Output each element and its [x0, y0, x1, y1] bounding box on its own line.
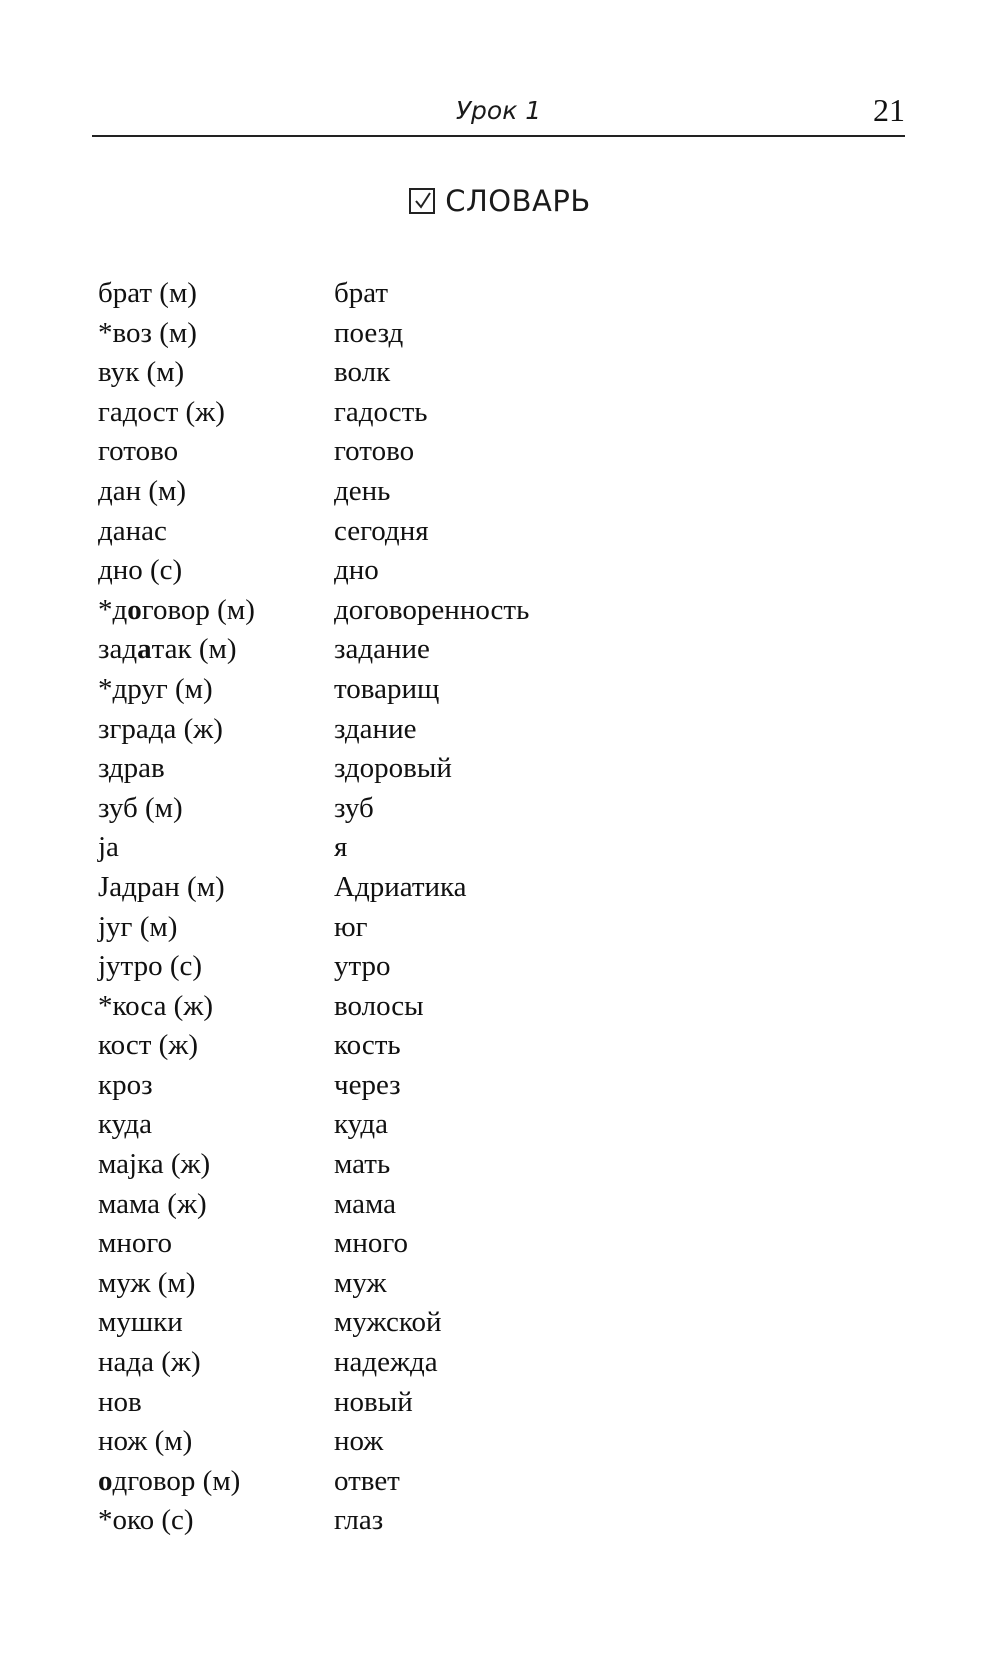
russian-translation: зуб — [334, 791, 374, 824]
term-text: кроз — [98, 1068, 153, 1101]
term-text: дговор (м) — [112, 1464, 241, 1497]
vocab-row — [98, 1105, 798, 1145]
russian-translation: мама — [334, 1187, 397, 1220]
russian-translation: новый — [334, 1385, 413, 1418]
serbian-term — [98, 749, 165, 789]
serbian-term — [98, 591, 255, 631]
russian-translation: глаз — [334, 1504, 384, 1537]
stressed-vowel: о — [98, 1464, 113, 1497]
term-text: дан (м) — [98, 474, 187, 507]
term-text: вук (м) — [98, 356, 185, 389]
term-text: ја — [98, 831, 119, 864]
checkbox-checked-icon — [409, 188, 435, 214]
serbian-term — [98, 1383, 142, 1423]
russian-translation: Адриатика — [334, 870, 467, 903]
russian-translation: волосы — [334, 989, 424, 1022]
vocab-row — [98, 1303, 798, 1343]
russian-translation: день — [334, 474, 391, 507]
russian-translation: мужской — [334, 1306, 442, 1339]
serbian-term — [98, 1264, 195, 1304]
term-text: так (м) — [151, 633, 237, 666]
term-text: зграда (ж) — [98, 712, 223, 745]
vocab-row — [98, 274, 798, 314]
vocab-row — [98, 472, 798, 512]
term-text: здрав — [98, 752, 165, 785]
russian-translation: я — [334, 831, 348, 864]
term-text: нов — [98, 1385, 142, 1418]
vocab-row — [98, 432, 798, 472]
serbian-term — [98, 1303, 183, 1343]
russian-translation: утро — [334, 950, 391, 983]
serbian-term — [98, 1105, 152, 1145]
term-text: *коса (ж) — [98, 989, 214, 1022]
term-text: данас — [98, 514, 167, 547]
serbian-term — [98, 789, 183, 829]
vocab-row — [98, 710, 798, 750]
term-text: мајка (ж) — [98, 1148, 211, 1181]
russian-translation: мать — [334, 1148, 391, 1181]
serbian-term — [98, 1343, 201, 1383]
vocab-row — [98, 828, 798, 868]
term-text: Јадран (м) — [98, 870, 225, 903]
serbian-term — [98, 393, 225, 433]
vocab-row — [98, 987, 798, 1027]
russian-translation: готово — [334, 435, 415, 468]
serbian-term — [98, 987, 213, 1027]
serbian-term — [98, 512, 167, 552]
russian-translation: гадость — [334, 395, 428, 428]
vocab-row — [98, 1343, 798, 1383]
serbian-term — [98, 1501, 194, 1541]
vocab-row — [98, 789, 798, 829]
term-text: југ (м) — [98, 910, 178, 943]
term-text: кост (ж) — [98, 1029, 198, 1062]
serbian-term — [98, 1066, 153, 1106]
stressed-vowel: о — [127, 593, 142, 626]
serbian-term — [98, 1026, 198, 1066]
russian-translation: брат — [334, 277, 389, 309]
russian-translation: здание — [334, 712, 417, 745]
term-text: гадост (ж) — [98, 395, 225, 428]
serbian-term — [98, 274, 197, 314]
vocab-row — [98, 749, 798, 789]
term-text: дно (с) — [98, 554, 183, 587]
vocab-row — [98, 868, 798, 908]
serbian-term — [98, 630, 237, 670]
term-text: *око (с) — [98, 1504, 194, 1537]
vocab-row — [98, 1224, 798, 1264]
russian-translation: задание — [334, 633, 430, 666]
russian-translation: куда — [334, 1108, 388, 1141]
serbian-term — [98, 1145, 210, 1185]
term-text: *д — [98, 593, 128, 626]
vocab-row — [98, 1145, 798, 1185]
term-text: *друг (м) — [98, 672, 213, 705]
serbian-term — [98, 1224, 172, 1264]
vocab-row — [98, 670, 798, 710]
russian-translation: муж — [334, 1266, 387, 1299]
vocab-row — [98, 908, 798, 948]
vocab-row — [98, 1462, 798, 1502]
term-text: зуб (м) — [98, 791, 183, 824]
serbian-term — [98, 353, 184, 393]
russian-translation: дно — [334, 554, 379, 587]
serbian-term — [98, 908, 177, 948]
vocab-row — [98, 1501, 798, 1541]
russian-translation: волк — [334, 356, 391, 389]
russian-translation: через — [334, 1068, 401, 1101]
vocab-row — [98, 1185, 798, 1225]
russian-translation: поезд — [334, 316, 404, 349]
russian-translation: нож — [334, 1425, 384, 1458]
vocab-row — [98, 353, 798, 393]
russian-translation: договоренность — [334, 593, 530, 626]
serbian-term — [98, 1185, 207, 1225]
section-title: СЛОВАРЬ — [445, 184, 591, 218]
vocab-row — [98, 630, 798, 670]
term-text: *воз (м) — [98, 316, 197, 349]
vocab-row — [98, 1264, 798, 1304]
russian-translation: много — [334, 1227, 409, 1260]
vocab-row — [98, 1383, 798, 1423]
running-head — [92, 88, 905, 136]
serbian-term — [98, 1462, 240, 1502]
term-text: зад — [98, 633, 138, 666]
term-text: муж (м) — [98, 1266, 196, 1299]
serbian-term — [98, 868, 225, 908]
russian-translation: сегодня — [334, 514, 429, 547]
term-text: говор (м) — [141, 593, 255, 626]
term-text: готово — [98, 435, 179, 468]
header-rule — [92, 135, 905, 137]
vocab-row — [98, 393, 798, 433]
stressed-vowel: а — [137, 633, 152, 666]
page-number: 21 — [873, 92, 905, 128]
vocab-row — [98, 947, 798, 987]
term-text: мушки — [98, 1306, 183, 1339]
serbian-term — [98, 1422, 192, 1462]
term-text: много — [98, 1227, 173, 1260]
russian-translation: товарищ — [334, 672, 440, 705]
vocab-row — [98, 1026, 798, 1066]
serbian-term — [98, 710, 223, 750]
term-text: нада (ж) — [98, 1346, 201, 1379]
russian-translation: кость — [334, 1029, 401, 1062]
serbian-term — [98, 828, 119, 868]
serbian-term — [98, 472, 186, 512]
vocab-row — [98, 512, 798, 552]
russian-translation: здоровый — [334, 752, 452, 785]
vocab-row — [98, 314, 798, 354]
term-text: јутро (с) — [98, 950, 203, 983]
vocab-row — [98, 1066, 798, 1106]
serbian-term — [98, 314, 197, 354]
term-text: куда — [98, 1108, 152, 1141]
term-text: брат (м) — [98, 277, 197, 309]
term-text: мама (ж) — [98, 1187, 207, 1220]
serbian-term — [98, 432, 178, 472]
vocab-row — [98, 1422, 798, 1462]
russian-translation: надежда — [334, 1346, 438, 1379]
serbian-term — [98, 551, 182, 591]
serbian-term — [98, 670, 213, 710]
serbian-term — [98, 947, 202, 987]
russian-translation: ответ — [334, 1464, 400, 1497]
vocab-row — [98, 591, 798, 631]
vocabulary-list — [98, 274, 798, 1541]
term-text: нож (м) — [98, 1425, 193, 1458]
vocab-row — [98, 551, 798, 591]
russian-translation: юг — [334, 910, 368, 943]
section-heading — [0, 184, 1000, 218]
lesson-title: Урок 1 — [455, 96, 542, 125]
